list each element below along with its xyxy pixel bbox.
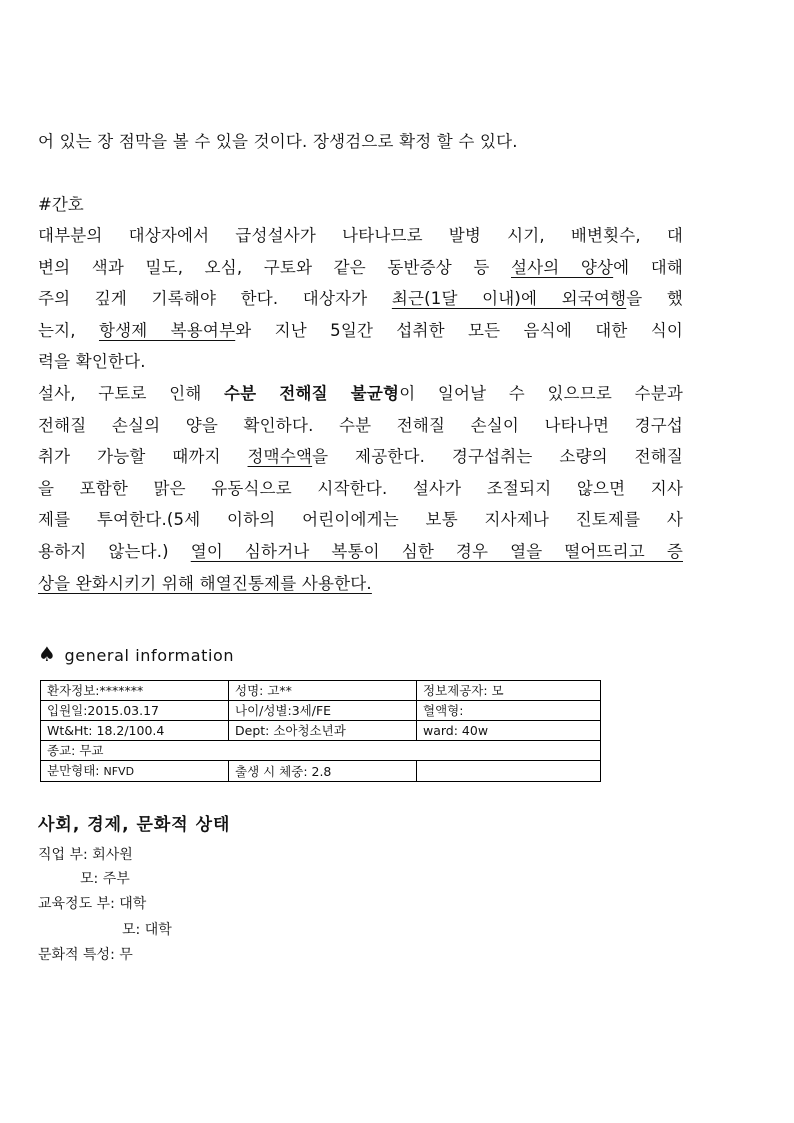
table-cell: 성명: 고** <box>229 681 417 701</box>
paragraph-line <box>38 536 683 568</box>
underlined-text: 정맥수액 <box>247 447 313 467</box>
table-row <box>41 721 601 741</box>
text-run: 용하지 않는다.) <box>38 541 191 561</box>
text-run: 와 지난 5일간 섭취한 모든 음식에 대한 식이 <box>235 320 684 340</box>
table-cell: 나이/성별:3세/FE <box>229 701 417 721</box>
text-run: 이 일어날 수 있으므로 수분과 <box>399 383 683 403</box>
nursing-paragraph <box>38 220 683 599</box>
text-run: 설사, 구토로 인해 <box>38 383 225 403</box>
underlined-text: 최근(1달 이내)에 외국여행 <box>391 289 627 309</box>
table-cell <box>41 761 229 782</box>
patient-info-table <box>40 680 601 782</box>
paragraph-line: 을 포함한 맑은 유동식으로 시작한다. 설사가 조절되지 않으면 지사 <box>38 478 683 498</box>
bold-text: 수분 전해질 불균형 <box>224 383 400 403</box>
paragraph-line: 제를 투여한다.(5세 이하의 어린이에게는 보통 지사제나 진토제를 사 <box>38 510 683 530</box>
paragraph-line: 전해질 손실의 양을 확인하다. 수분 전해질 손실이 나타나면 경구섭 <box>38 415 683 435</box>
cultural-characteristics: 문화적 특성: 무 <box>38 947 133 963</box>
nursing-heading: #간호 <box>38 195 84 214</box>
section-title: general information <box>64 646 235 665</box>
table-row <box>41 681 601 701</box>
table-cell: 혈액형: <box>417 701 601 721</box>
text-run: 을 했 <box>626 289 683 309</box>
text-run: 취가 가능할 때까지 <box>38 447 248 467</box>
table-cell: 환자정보:******* <box>41 681 229 701</box>
text-run: 는지, <box>38 320 99 340</box>
table-row <box>41 761 601 782</box>
text-run: 을 제공한다. 경구섭취는 소량의 전해질 <box>312 447 684 467</box>
underlined-text: 항생제 복용여부 <box>98 320 236 340</box>
paragraph-line <box>38 283 683 315</box>
underlined-text: 설사의 양상 <box>510 257 614 277</box>
table-cell: 출생 시 체중: 2.8 <box>229 761 417 782</box>
table-cell: ward: 40w <box>417 721 601 741</box>
mother-occupation: 모: 주부 <box>80 871 130 887</box>
underlined-text: 열이 심하거나 복통이 심한 경우 열을 떨어뜨리고 증 <box>190 541 683 561</box>
continued-paragraph <box>38 126 683 158</box>
paragraph-line <box>38 315 683 347</box>
text-run: 주의 깊게 기록해야 한다. 대상자가 <box>38 289 392 309</box>
table-cell: 입원일:2015.03.17 <box>41 701 229 721</box>
father-education: 교육정도 부: 대학 <box>38 896 147 912</box>
paragraph-line: 력을 확인한다. <box>38 352 146 372</box>
text-run: 에 대해 <box>613 257 684 277</box>
paragraph-line: 어 있는 장 점막을 볼 수 있을 것이다. 장생검으로 확정 할 수 있다. <box>38 132 518 151</box>
social-status-heading: 사회, 경제, 문화적 상태 <box>38 815 231 835</box>
paragraph-line: 대부분의 대상자에서 급성설사가 나타나므로 발병 시기, 배변횟수, 대 <box>38 226 683 245</box>
cell-value: NFVD <box>103 765 135 778</box>
spade-icon: ♠ <box>38 642 57 666</box>
table-cell: Wt&Ht: 18.2/100.4 <box>41 721 229 741</box>
cell-label: 분만형태: <box>47 763 104 778</box>
table-cell: 종교: 무교 <box>41 741 601 761</box>
table-row <box>41 741 601 761</box>
table-row <box>41 701 601 721</box>
table-cell: 정보제공자: 모 <box>417 681 601 701</box>
paragraph-line <box>38 252 683 284</box>
paragraph-line <box>38 378 683 410</box>
father-occupation: 직업 부: 회사원 <box>38 847 133 863</box>
mother-education: 모: 대학 <box>122 922 172 938</box>
table-cell: Dept: 소아청소년과 <box>229 721 417 741</box>
table-cell <box>417 761 601 782</box>
general-information-heading <box>38 640 234 668</box>
paragraph-line: 상을 완화시키기 위해 해열진통제를 사용한다. <box>38 573 372 593</box>
paragraph-line <box>38 441 683 473</box>
text-run: 변의 색과 밀도, 오심, 구토와 같은 동반증상 등 <box>38 257 511 277</box>
